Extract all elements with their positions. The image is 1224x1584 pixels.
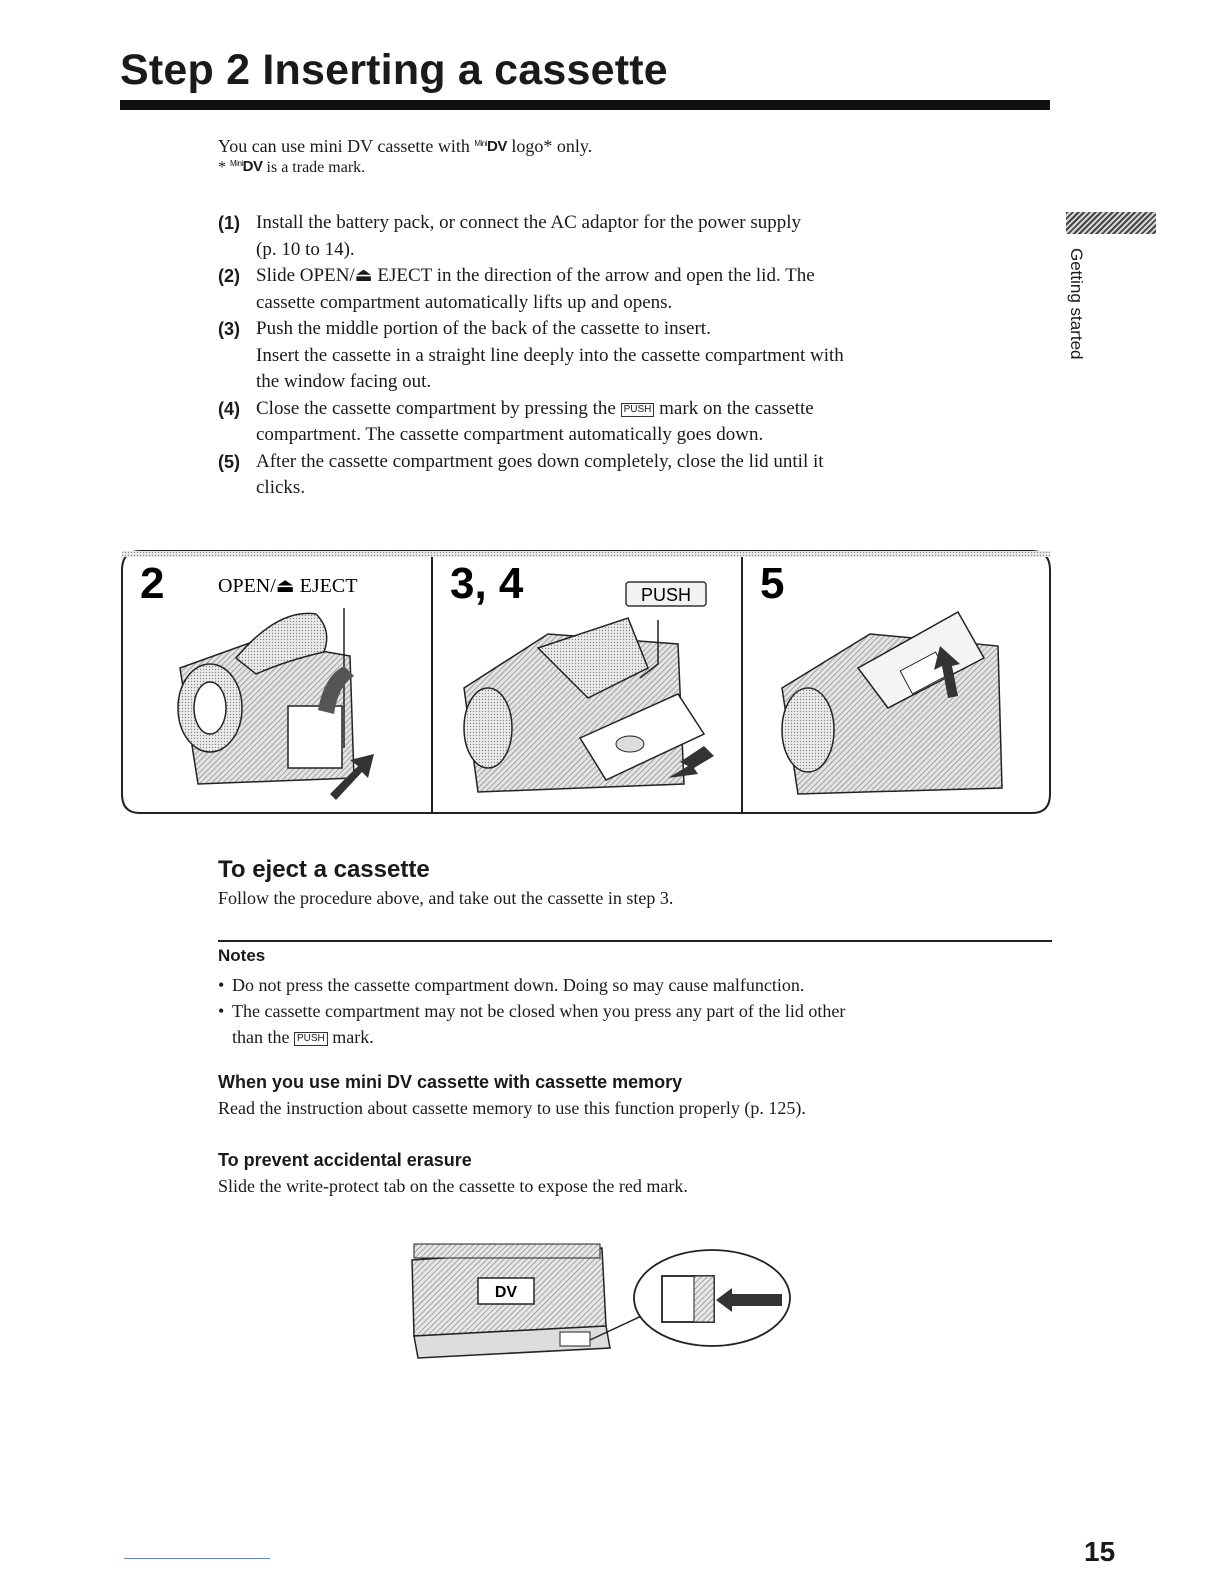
camcorder-close-lid-illustration: [782, 612, 1002, 794]
insert-cassette-illustrations: [118, 548, 1054, 816]
notes-heading: Notes: [218, 946, 266, 965]
erasure-text: Slide the write-protect tab on the cassette to expose the red mark.: [218, 1176, 688, 1196]
section-side-label: Getting started: [1067, 248, 1086, 360]
intro-text: logo* only.: [511, 136, 593, 156]
step-item: (1) Install the battery pack, or connect the AC adaptor for the power supply (p. 10 to 14).: [218, 212, 802, 260]
section-tab-marker: [1066, 212, 1156, 234]
steps-list: [218, 210, 1038, 502]
push-mark: PUSH: [621, 403, 655, 417]
push-label: PUSH: [640, 585, 692, 605]
step-item: (4) Close the cassette compartment by pressing the PUSH mark on the cassette compartment. The cassette compartment automatically goes down.: [218, 397, 814, 445]
step-item: (5) After the cassette compartment goes down completely, close the lid until it clicks.: [218, 450, 824, 498]
illustration-step-3-4: 3, 4: [450, 559, 524, 608]
note-item: • The cassette compartment may not be closed when you press any part of the lid other than the PUSH mark.: [218, 1001, 846, 1047]
svg-text:DV: DV: [494, 1284, 518, 1301]
push-mark: PUSH: [294, 1032, 328, 1046]
open-eject-label: OPEN/⏏ EJECT: [218, 575, 358, 597]
illustration-step-5: 5: [760, 559, 785, 608]
footer-rule: [124, 1558, 270, 1559]
eject-heading: To eject a cassette: [218, 856, 430, 883]
notes-list: [218, 972, 1052, 1050]
page-title: Step 2 Inserting a cassette: [120, 46, 668, 94]
intro-text: You can use mini DV cassette with: [218, 136, 470, 156]
erasure-heading: To prevent accidental erasure: [218, 1150, 472, 1170]
intro-line-2: * $^{Mini}$DV is a trade mark.: [218, 158, 366, 176]
step-item: (3) Push the middle portion of the back of the cassette to insert. Insert the cassette in a straight line deeply into the cassette compartment with the window facing out.: [218, 318, 844, 392]
minidv-logo: $^{Mini}$DV: [474, 138, 507, 155]
step-item: (2) Slide OPEN/⏏ EJECT in the direction of the arrow and open the lid. The cassette compartment automatically lifts up and opens.: [218, 265, 815, 313]
notes-rule: [218, 940, 1052, 942]
title-rule: [120, 100, 1050, 110]
minidv-logo: $^{Mini}$DV: [230, 158, 263, 175]
camcorder-open-illustration: [178, 608, 374, 800]
memory-heading: When you use mini DV cassette with cassette memory: [218, 1072, 683, 1092]
write-protect-cassette-illustration: [404, 1240, 804, 1370]
illustration-step-2: 2: [140, 559, 165, 608]
note-item: • Do not press the cassette compartment down. Doing so may cause malfunction.: [218, 975, 805, 995]
page-number: 15: [1084, 1536, 1116, 1567]
eject-text: Follow the procedure above, and take out the cassette in step 3.: [218, 888, 674, 908]
camcorder-insert-illustration: [464, 618, 714, 792]
memory-text: Read the instruction about cassette memory to use this function properly (p. 125).: [218, 1098, 806, 1118]
intro-line-1: [218, 136, 592, 157]
